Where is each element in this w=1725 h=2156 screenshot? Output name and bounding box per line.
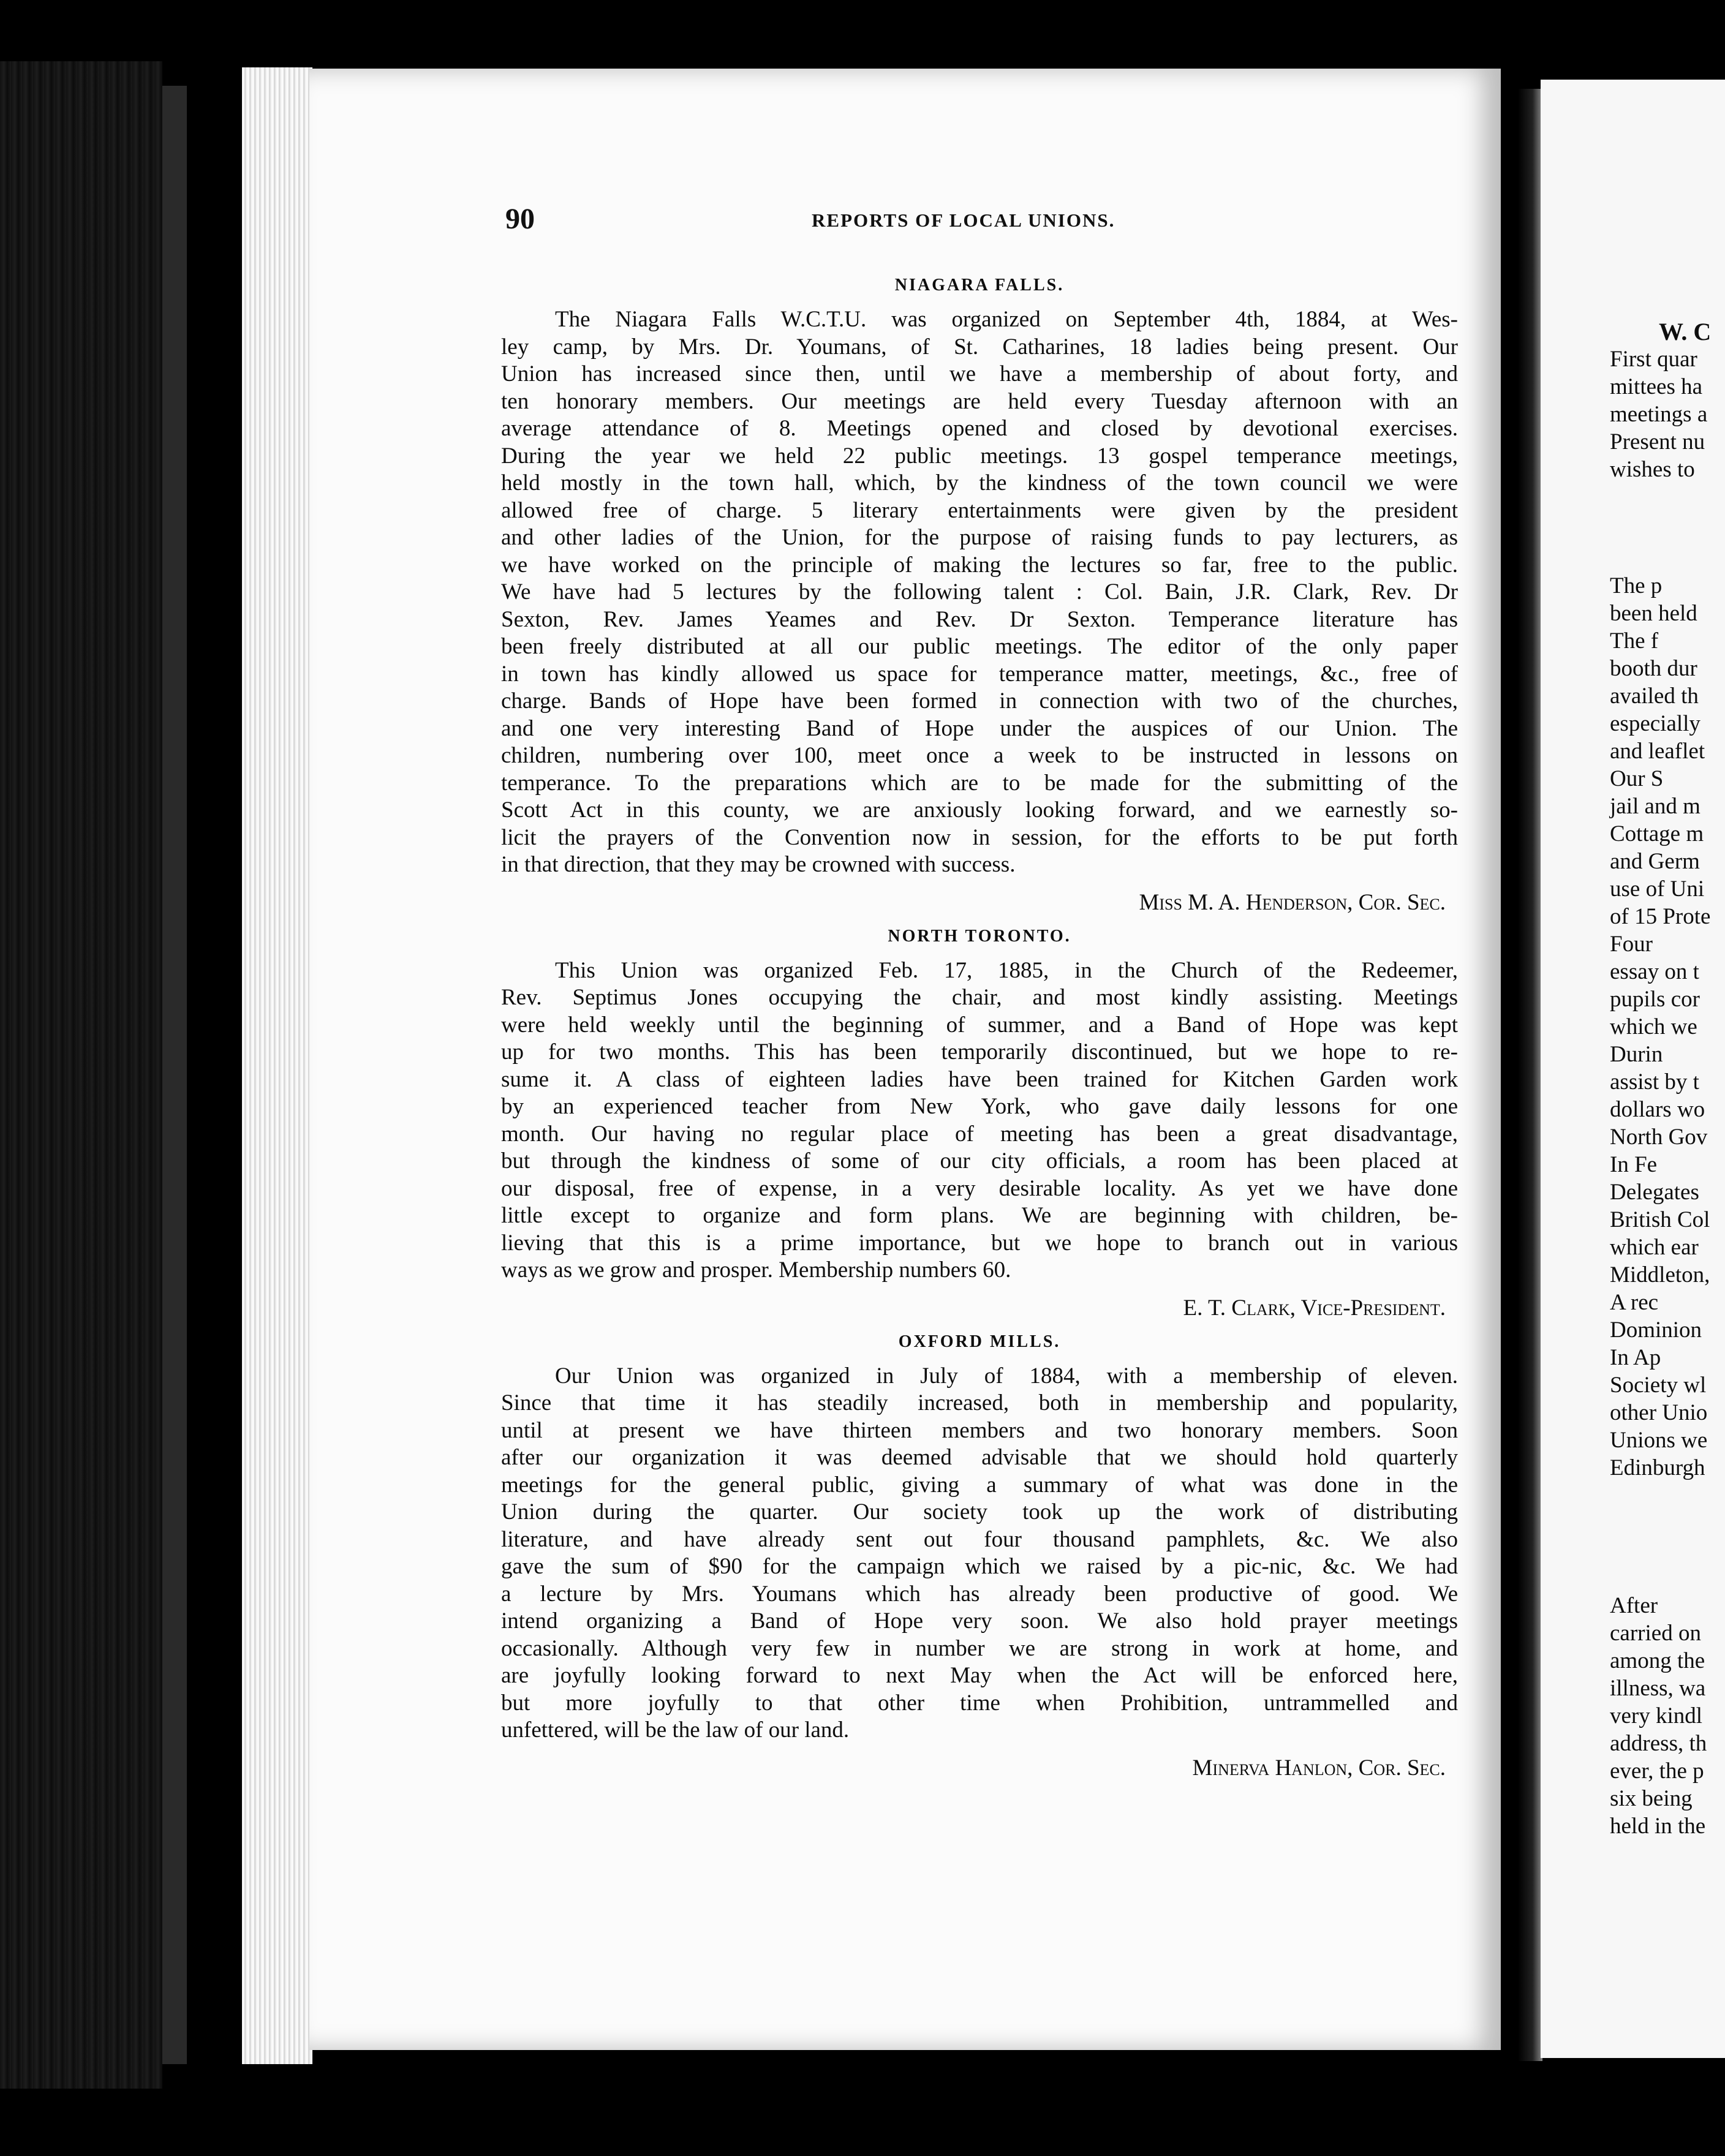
right-page-line: dollars wo: [1610, 1097, 1705, 1122]
text-line: lieving that this is a prime importance, but we hope to branch out in various: [501, 1230, 1458, 1256]
right-page-line: essay on t: [1610, 959, 1699, 984]
right-page-line: Present nu: [1610, 429, 1705, 454]
text-line: The Niagara Falls W.C.T.U. was organized on September 4th, 1884, at Wes-: [555, 307, 1458, 332]
right-page-line: Durin: [1610, 1042, 1663, 1067]
text-line: licit the prayers of the Convention now in session, for the efforts to be put forth: [501, 824, 1458, 850]
text-line: temperance. To the preparations which are to be made for the submitting of the: [501, 770, 1458, 796]
text-line: ten honorary members. Our meetings are held every Tuesday afternoon with an: [501, 388, 1458, 414]
right-page-line: mittees ha: [1610, 374, 1703, 399]
right-page-line: address, th: [1610, 1731, 1707, 1756]
right-page-line: Middleton,: [1610, 1262, 1710, 1287]
section-heading: NORTH TORONTO.: [888, 926, 1071, 946]
right-page-line: of 15 Prote: [1610, 904, 1711, 929]
right-page-line: been held: [1610, 601, 1697, 626]
text-line: ley camp, by Mrs. Dr. Youmans, of St. Catharines, 18 ladies being present. Our: [501, 334, 1458, 360]
text-line: Union has increased since then, until we have a membership of about forty, and: [501, 361, 1458, 386]
text-line: in town has kindly allowed us space for temperance matter, meetings, &c., free of: [501, 661, 1458, 687]
signature: E. T. Clark, Vice-President.: [1183, 1295, 1446, 1321]
right-page-line: Cottage m: [1610, 821, 1704, 846]
text-line: in that direction, that they may be crowned with success.: [501, 852, 1016, 877]
right-page-line: other Unio: [1610, 1400, 1708, 1425]
right-page-line: The f: [1610, 628, 1659, 654]
text-line: Rev. Septimus Jones occupying the chair, and most kindly assisting. Meetings: [501, 985, 1458, 1010]
report-section: [501, 927, 1458, 1324]
right-page-line: use of Uni: [1610, 876, 1705, 902]
text-line: ways as we grow and prosper. Membership numbers 60.: [501, 1257, 1011, 1283]
signature: Minerva Hanlon, Cor. Sec.: [1192, 1755, 1446, 1781]
right-page-line: and leaflet: [1610, 739, 1705, 764]
right-page-line: Four: [1610, 932, 1653, 957]
text-line: our disposal, free of expense, in a very desirable locality. As yet we have done: [501, 1175, 1458, 1201]
text-line: month. Our having no regular place of meeting has been a great disadvantage,: [501, 1121, 1458, 1147]
text-line: sume it. A class of eighteen ladies have been trained for Kitchen Garden work: [501, 1066, 1458, 1092]
right-page-line: held in the: [1610, 1814, 1706, 1839]
text-line: Our Union was organized in July of 1884, with a membership of eleven.: [555, 1363, 1458, 1389]
right-page-line: Unions we: [1610, 1428, 1708, 1453]
text-line: occasionally. Although very few in number we are strong in work at home, and: [501, 1635, 1458, 1661]
text-line: Sexton, Rev. James Yeames and Rev. Dr Sexton. Temperance literature has: [501, 606, 1458, 632]
right-page-line: Dominion: [1610, 1317, 1702, 1343]
right-page-line: Edinburgh: [1610, 1455, 1705, 1480]
text-line: We have had 5 lectures by the following talent : Col. Bain, J.R. Clark, Rev. Dr: [501, 579, 1458, 605]
right-page-line: ever, the p: [1610, 1758, 1704, 1784]
text-line: children, numbering over 100, meet once a week to be instructed in lessons on: [501, 743, 1458, 768]
right-page-line: W. C: [1659, 318, 1712, 345]
text-line: after our organization it was deemed advisable that we should hold quarterly: [501, 1445, 1458, 1470]
right-page-line: among the: [1610, 1648, 1705, 1673]
right-page-line: In Ap: [1610, 1345, 1661, 1370]
right-page-line: assist by t: [1610, 1069, 1699, 1095]
page-edges: [242, 67, 312, 2064]
right-page-line: After: [1610, 1593, 1658, 1618]
right-page-line: which ear: [1610, 1235, 1699, 1260]
text-line: allowed free of charge. 5 literary entertainments were given by the president: [501, 497, 1458, 523]
text-line: gave the sum of $90 for the campaign which we raised by a pic-nic, &c. We had: [501, 1554, 1458, 1579]
section-heading: OXFORD MILLS.: [898, 1332, 1061, 1351]
right-page-line: Delegates: [1610, 1180, 1699, 1205]
text-line: intend organizing a Band of Hope very soon. We also hold prayer meetings: [501, 1608, 1458, 1634]
right-page-line: especially: [1610, 711, 1700, 736]
right-page-line: Society wl: [1610, 1373, 1707, 1398]
text-line: meetings for the general public, giving a summary of what was done in the: [501, 1472, 1458, 1498]
running-head: REPORTS OF LOCAL UNIONS.: [812, 209, 1115, 231]
book-cover: [0, 61, 162, 2089]
report-body: [501, 270, 1458, 1792]
text-line: but more joyfully to that other time when Prohibition, untrammelled and: [501, 1690, 1458, 1716]
text-line: little except to organize and form plans. We are beginning with children, be-: [501, 1203, 1458, 1228]
right-page-line: The p: [1610, 573, 1663, 598]
signature: Miss M. A. Henderson, Cor. Sec.: [1139, 889, 1446, 915]
text-line: a lecture by Mrs. Youmans which has already been productive of good. We: [501, 1581, 1458, 1607]
right-page-line: meetings a: [1610, 402, 1708, 427]
text-line: This Union was organized Feb. 17, 1885, in the Church of the Redeemer,: [555, 957, 1458, 983]
right-page-line: British Col: [1610, 1207, 1710, 1232]
book-gutter: [1518, 89, 1542, 2061]
text-line: been freely distributed at all our public meetings. The editor of the only paper: [501, 634, 1458, 659]
text-line: but through the kindness of some of our city officials, a room has been placed at: [501, 1148, 1458, 1174]
page-header: [505, 202, 1449, 245]
text-line: literature, and have already sent out four thousand pamphlets, &c. We also: [501, 1526, 1458, 1552]
section-heading: NIAGARA FALLS.: [894, 276, 1065, 295]
right-page-line: which we: [1610, 1014, 1697, 1039]
report-section: [501, 276, 1458, 918]
right-page-line: In Fe: [1610, 1152, 1658, 1177]
right-page-line: booth dur: [1610, 656, 1697, 681]
right-page-line: jail and m: [1610, 794, 1700, 819]
right-page-line: illness, wa: [1610, 1676, 1706, 1701]
text-line: During the year we held 22 public meetings. 13 gospel temperance meetings,: [501, 443, 1458, 469]
text-line: and other ladies of the Union, for the purpose of raising funds to pay lecturers, as: [501, 525, 1458, 550]
page-number: 90: [505, 203, 535, 235]
text-line: Union during the quarter. Our society took up the work of distributing: [501, 1499, 1458, 1525]
text-line: by an experienced teacher from New York, who gave daily lessons for one: [501, 1094, 1458, 1119]
right-page-line: and Germ: [1610, 849, 1700, 874]
right-page-line: availed th: [1610, 684, 1699, 709]
text-line: we have worked on the principle of making the lectures so far, free to the public.: [501, 552, 1458, 578]
right-page-line: Our S: [1610, 766, 1664, 791]
text-line: were held weekly until the beginning of summer, and a Band of Hope was kept: [501, 1012, 1458, 1038]
text-line: charge. Bands of Hope have been formed in connection with two of the churches,: [501, 688, 1458, 714]
text-line: unfettered, will be the law of our land.: [501, 1717, 850, 1743]
right-page-line: very kindl: [1610, 1703, 1703, 1728]
right-page-line: A rec: [1610, 1290, 1659, 1315]
text-line: held mostly in the town hall, which, by the kindness of the town council we were: [501, 470, 1458, 496]
right-page-line: wishes to: [1610, 457, 1695, 482]
text-line: average attendance of 8. Meetings opened and closed by devotional exercises.: [501, 416, 1458, 441]
right-page-line: First quar: [1610, 347, 1697, 372]
right-page-line: six being: [1610, 1786, 1693, 1811]
text-line: up for two months. This has been temporarily discontinued, but we hope to re-: [501, 1039, 1458, 1065]
right-page-line: North Gov: [1610, 1125, 1708, 1150]
text-line: Since that time it has steadily increased, both in membership and popularity,: [501, 1390, 1458, 1415]
cover-edge: [162, 86, 187, 2064]
right-page-line: pupils cor: [1610, 987, 1700, 1012]
text-line: Scott Act in this county, we are anxiously looking forward, and we earnestly so-: [501, 797, 1458, 823]
right-page-line: carried on: [1610, 1621, 1701, 1646]
text-line: until at present we have thirteen members and two honorary members. Soon: [501, 1417, 1458, 1443]
text-line: and one very interesting Band of Hope under the auspices of our Union. The: [501, 715, 1458, 741]
report-section: [501, 1332, 1458, 1784]
text-line: are joyfully looking forward to next May when the Act will be enforced here,: [501, 1663, 1458, 1688]
